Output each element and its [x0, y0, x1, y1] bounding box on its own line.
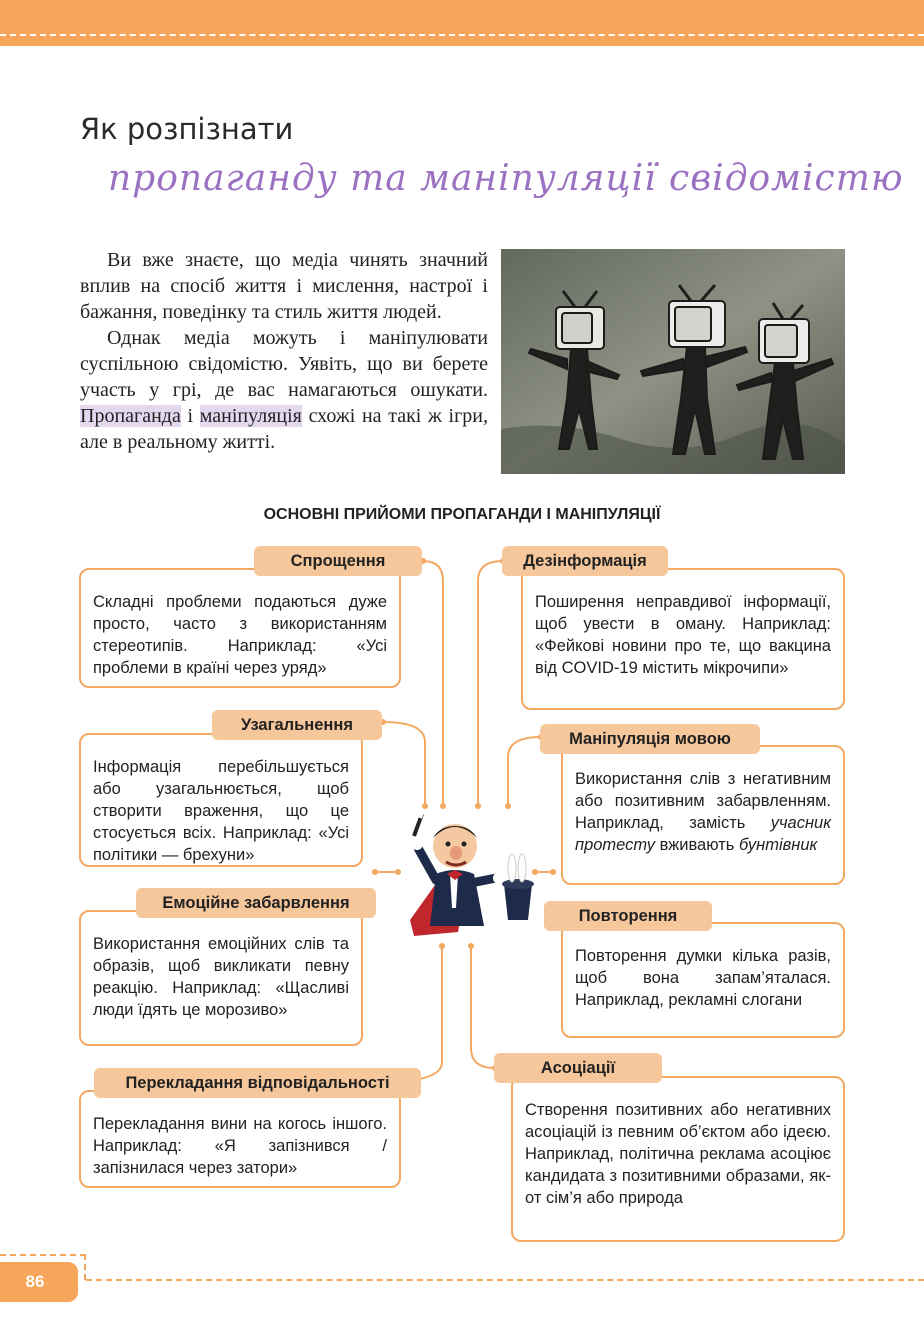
simplification-box: Складні проблеми подаються дуже просто, часто з використанням стереотипів. Наприклад: «Усі проблеми в країні через уряд» — [79, 568, 401, 688]
generalization-box: Інформація перебільшується або узагальнюється, щоб створити враження, що це стосується всіх. Наприклад: «Усі політики — брехуни» — [79, 733, 363, 867]
language-box: Використання слів з негативним або позитивним забарвленням. Наприклад, замість учасник протесту вживають бунтівник — [561, 745, 845, 885]
page-title: Як розпізнати — [80, 112, 294, 146]
intro-paragraph-2: Однак медіа можуть і маніпулювати суспільною свідомістю. Уявіть, що ви берете участь у грі, де вас намагаються ошукати. Пропаганда і маніпуляція схожі на такі ж ігри, але в реальному житті. — [80, 327, 488, 453]
repetition-tag: Повторення — [544, 901, 712, 931]
associations-box: Створення позитивних або негативних асоціацій із певним об’єктом або ідеєю. Наприклад, політична реклама асоціює кандидата з позитивними образами, як-от сім’я або природа — [511, 1076, 845, 1242]
disinformation-box: Поширення неправдивої інформації, щоб увести в оману. Наприклад: «Фейкові новини про те, що вакцина від COVID-19 містить мікрочипи» — [521, 568, 845, 710]
section-title: ОСНОВНІ ПРИЙОМИ ПРОПАГАНДИ І МАНІПУЛЯЦІЇ — [263, 506, 661, 523]
page-subtitle: пропаганду та маніпуляції свідомістю — [108, 158, 904, 199]
language-tag: Маніпуляція мовою — [540, 724, 760, 754]
intro-paragraph-1: Ви вже знаєте, що медіа чинять значний вплив на спосіб життя і мислення, настрої і бажання, поведінку та стиль життя людей. — [80, 249, 488, 323]
associations-tag: Асоціації — [494, 1053, 662, 1083]
emotional-box: Використання емоційних слів та образів, щоб викликати певну реакцію. Наприклад: «Щасливі люди їдять це морозиво» — [79, 910, 363, 1046]
highlight-manipulation: маніпуляція — [199, 405, 302, 427]
generalization-tag: Узагальнення — [212, 710, 382, 740]
blame-box: Перекладання вини на когось іншого. Наприклад: «Я запізнився / запізнилася через затори» — [79, 1090, 401, 1188]
disinformation-tag: Дезінформація — [502, 546, 668, 576]
footer-dashed-line — [86, 1279, 924, 1281]
repetition-box: Повторення думки кілька разів, щоб вона запам’яталася. Наприклад, рекламні слогани — [561, 922, 845, 1038]
page-number: 86 — [25, 1272, 45, 1291]
magician-illustration — [400, 808, 550, 938]
blame-tag: Перекладання відповідальності — [94, 1068, 421, 1098]
highlight-propaganda: Пропаганда — [80, 405, 181, 427]
simplification-tag: Спрощення — [254, 546, 422, 576]
emotional-tag: Емоційне забарвлення — [136, 888, 376, 918]
